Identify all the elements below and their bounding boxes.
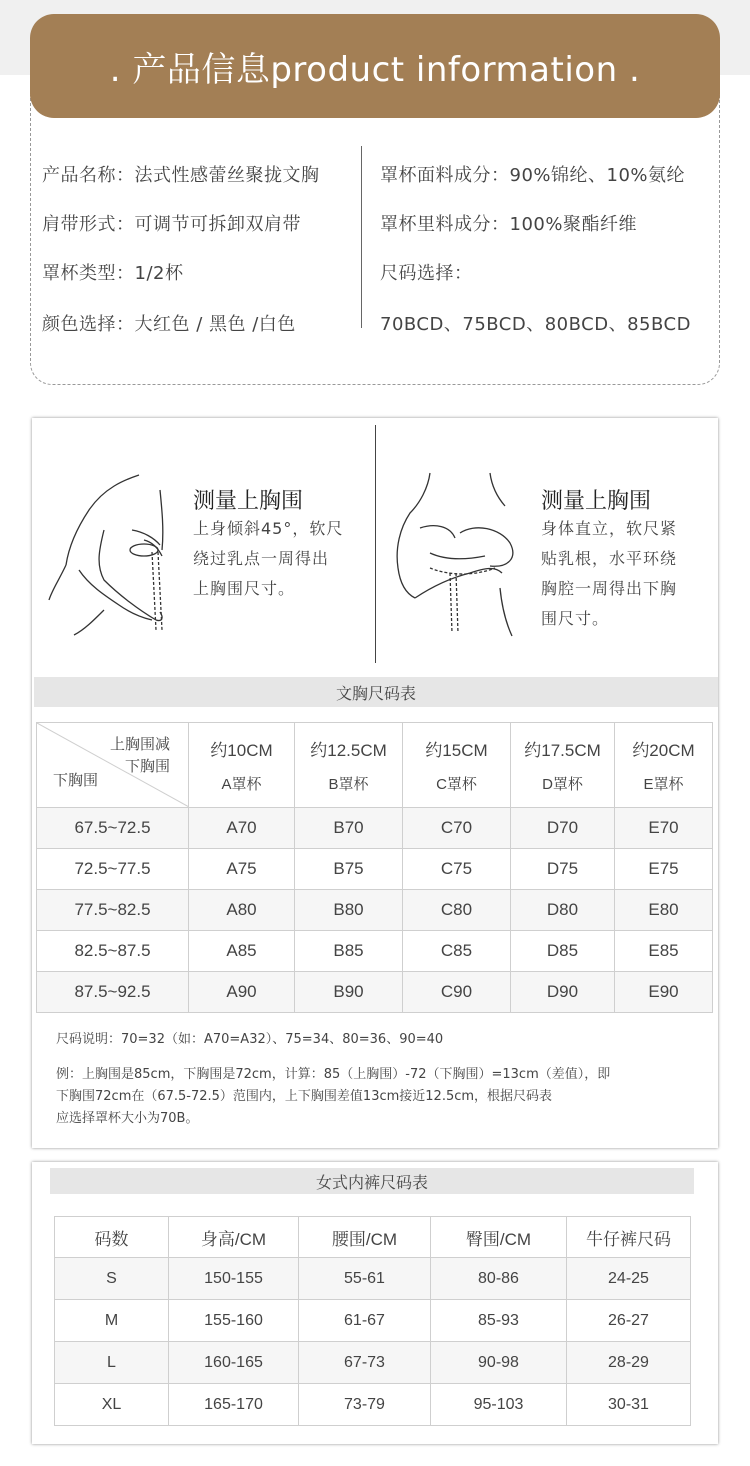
table-cell: 165-170	[169, 1384, 299, 1426]
pant-col-header: 身高/CM	[169, 1217, 299, 1258]
bra-col-header	[403, 723, 511, 808]
table-row	[37, 849, 713, 890]
table-cell: A70	[189, 808, 295, 849]
table-cell: 160-165	[169, 1342, 299, 1384]
table-cell: C80	[403, 890, 511, 931]
table-cell: A80	[189, 890, 295, 931]
size-example-line: 应选择罩杯大小为70B。	[56, 1111, 199, 1126]
measure-standing-illustration	[390, 468, 530, 640]
col-diff: 约12.5CM	[310, 741, 387, 760]
measure-right-title: 测量上胸围	[541, 489, 652, 514]
measure-right-desc	[541, 514, 677, 634]
table-cell: 85-93	[431, 1300, 567, 1342]
table-row	[37, 972, 713, 1013]
size-example-line: 下胸围72cm在（67.5-72.5）范围内，上下胸围差值13cm接近12.5cm，根据尺码表	[56, 1089, 553, 1104]
table-cell: B90	[295, 972, 403, 1013]
info-outer-fabric: 罩杯面料成分：90%锦纶、10%氨纶	[380, 165, 686, 186]
table-row	[37, 890, 713, 931]
table-cell: B75	[295, 849, 403, 890]
product-info-box	[30, 95, 720, 385]
table-cell: 72.5~77.5	[37, 849, 189, 890]
measure-left-line: 上身倾斜45°，软尺	[193, 519, 344, 538]
col-diff: 约10CM	[210, 741, 273, 760]
table-cell: D70	[511, 808, 615, 849]
measure-right-line: 贴乳根，水平环绕	[541, 549, 678, 568]
info-divider	[361, 146, 362, 328]
table-cell: 67.5~72.5	[37, 808, 189, 849]
bra-col-header	[295, 723, 403, 808]
bra-col-header	[189, 723, 295, 808]
table-cell: 26-27	[567, 1300, 691, 1342]
col-diff: 约15CM	[425, 741, 488, 760]
corner-mid-label: 下胸围	[124, 758, 170, 775]
table-cell: 73-79	[299, 1384, 431, 1426]
table-cell: XL	[55, 1384, 169, 1426]
pant-col-header: 腰围/CM	[299, 1217, 431, 1258]
table-row	[55, 1384, 691, 1426]
table-cell: E80	[615, 890, 713, 931]
table-cell: 61-67	[299, 1300, 431, 1342]
info-strap-type: 肩带形式：可调节可拆卸双肩带	[42, 214, 301, 235]
header-title: . 产品信息product information .	[109, 49, 641, 90]
col-cup: A罩杯	[221, 776, 262, 793]
info-lining-fabric: 罩杯里料成分：100%聚酯纤维	[380, 214, 637, 235]
table-cell: 82.5~87.5	[37, 931, 189, 972]
table-cell: 155-160	[169, 1300, 299, 1342]
table-cell: C85	[403, 931, 511, 972]
measure-left-title: 测量上胸围	[193, 489, 304, 514]
info-product-name: 产品名称：法式性感蕾丝聚拢文胸	[42, 165, 320, 186]
corner-side-label: 下胸围	[53, 772, 99, 789]
table-cell: 24-25	[567, 1258, 691, 1300]
table-cell: 67-73	[299, 1342, 431, 1384]
bra-table-corner	[37, 723, 189, 808]
bra-chart-title-text: 文胸尺码表	[335, 683, 416, 703]
col-cup: D罩杯	[542, 776, 583, 793]
table-cell: S	[55, 1258, 169, 1300]
table-cell: 30-31	[567, 1384, 691, 1426]
table-cell: M	[55, 1300, 169, 1342]
measure-right-line: 胸腔一周得出下胸	[541, 579, 678, 598]
measure-left-line: 上胸围尺寸。	[193, 579, 296, 598]
table-cell: A90	[189, 972, 295, 1013]
measure-left-desc	[193, 514, 343, 604]
measure-right-line: 围尺寸。	[541, 609, 610, 628]
measure-leaning-illustration	[44, 470, 184, 640]
info-colors: 颜色选择：大红色 / 黑色 /白色	[42, 314, 296, 335]
pant-chart-title	[50, 1168, 694, 1194]
bra-col-header	[615, 723, 713, 808]
col-cup: C罩杯	[436, 776, 477, 793]
table-cell: E85	[615, 931, 713, 972]
table-row	[37, 808, 713, 849]
table-cell: E75	[615, 849, 713, 890]
pant-chart-title-text: 女式内裤尺码表	[315, 1172, 428, 1192]
product-info-header	[30, 14, 720, 118]
table-cell: 77.5~82.5	[37, 890, 189, 931]
corner-top-label: 上胸围减	[109, 736, 170, 753]
table-cell: D75	[511, 849, 615, 890]
size-example	[56, 1064, 610, 1130]
table-row	[37, 931, 713, 972]
measure-right-line: 身体直立，软尺紧	[541, 519, 678, 538]
table-cell: L	[55, 1342, 169, 1384]
table-cell: D85	[511, 931, 615, 972]
bra-chart-title	[34, 677, 718, 707]
col-cup: B罩杯	[328, 776, 369, 793]
table-cell: 95-103	[431, 1384, 567, 1426]
table-cell: A75	[189, 849, 295, 890]
table-cell: C70	[403, 808, 511, 849]
col-cup: E罩杯	[643, 776, 684, 793]
table-cell: D80	[511, 890, 615, 931]
table-cell: 87.5~92.5	[37, 972, 189, 1013]
pant-size-table	[54, 1216, 691, 1426]
pant-col-header: 牛仔裤尺码	[567, 1217, 691, 1258]
measure-left-line: 绕过乳点一周得出	[193, 549, 330, 568]
table-cell: B70	[295, 808, 403, 849]
bra-table-header-row	[37, 723, 713, 808]
table-cell: 28-29	[567, 1342, 691, 1384]
info-cup-type: 罩杯类型：1/2杯	[42, 263, 184, 284]
table-cell: B80	[295, 890, 403, 931]
table-cell: A85	[189, 931, 295, 972]
pant-col-header: 臀围/CM	[431, 1217, 567, 1258]
table-cell: C75	[403, 849, 511, 890]
info-size-options: 70BCD、75BCD、80BCD、85BCD	[380, 314, 691, 335]
col-diff: 约20CM	[632, 741, 695, 760]
size-note: 尺码说明：70=32（如：A70=A32）、75=34、80=36、90=40	[56, 1032, 444, 1047]
bra-size-table	[36, 722, 713, 1013]
table-cell: E90	[615, 972, 713, 1013]
col-diff: 约17.5CM	[524, 741, 601, 760]
table-row	[55, 1258, 691, 1300]
table-cell: 80-86	[431, 1258, 567, 1300]
pant-table-header-row	[55, 1217, 691, 1258]
info-size-label: 尺码选择：	[380, 263, 473, 284]
table-row	[55, 1342, 691, 1384]
table-row	[55, 1300, 691, 1342]
table-cell: D90	[511, 972, 615, 1013]
table-cell: B85	[295, 931, 403, 972]
table-cell: 90-98	[431, 1342, 567, 1384]
table-cell: 55-61	[299, 1258, 431, 1300]
measure-divider	[375, 425, 376, 663]
table-cell: E70	[615, 808, 713, 849]
pant-col-header: 码数	[55, 1217, 169, 1258]
size-example-line: 例：上胸围是85cm，下胸围是72cm，计算：85（上胸围）-72（下胸围）=13cm（差值），即	[56, 1067, 611, 1082]
table-cell: C90	[403, 972, 511, 1013]
table-cell: 150-155	[169, 1258, 299, 1300]
bra-col-header	[511, 723, 615, 808]
